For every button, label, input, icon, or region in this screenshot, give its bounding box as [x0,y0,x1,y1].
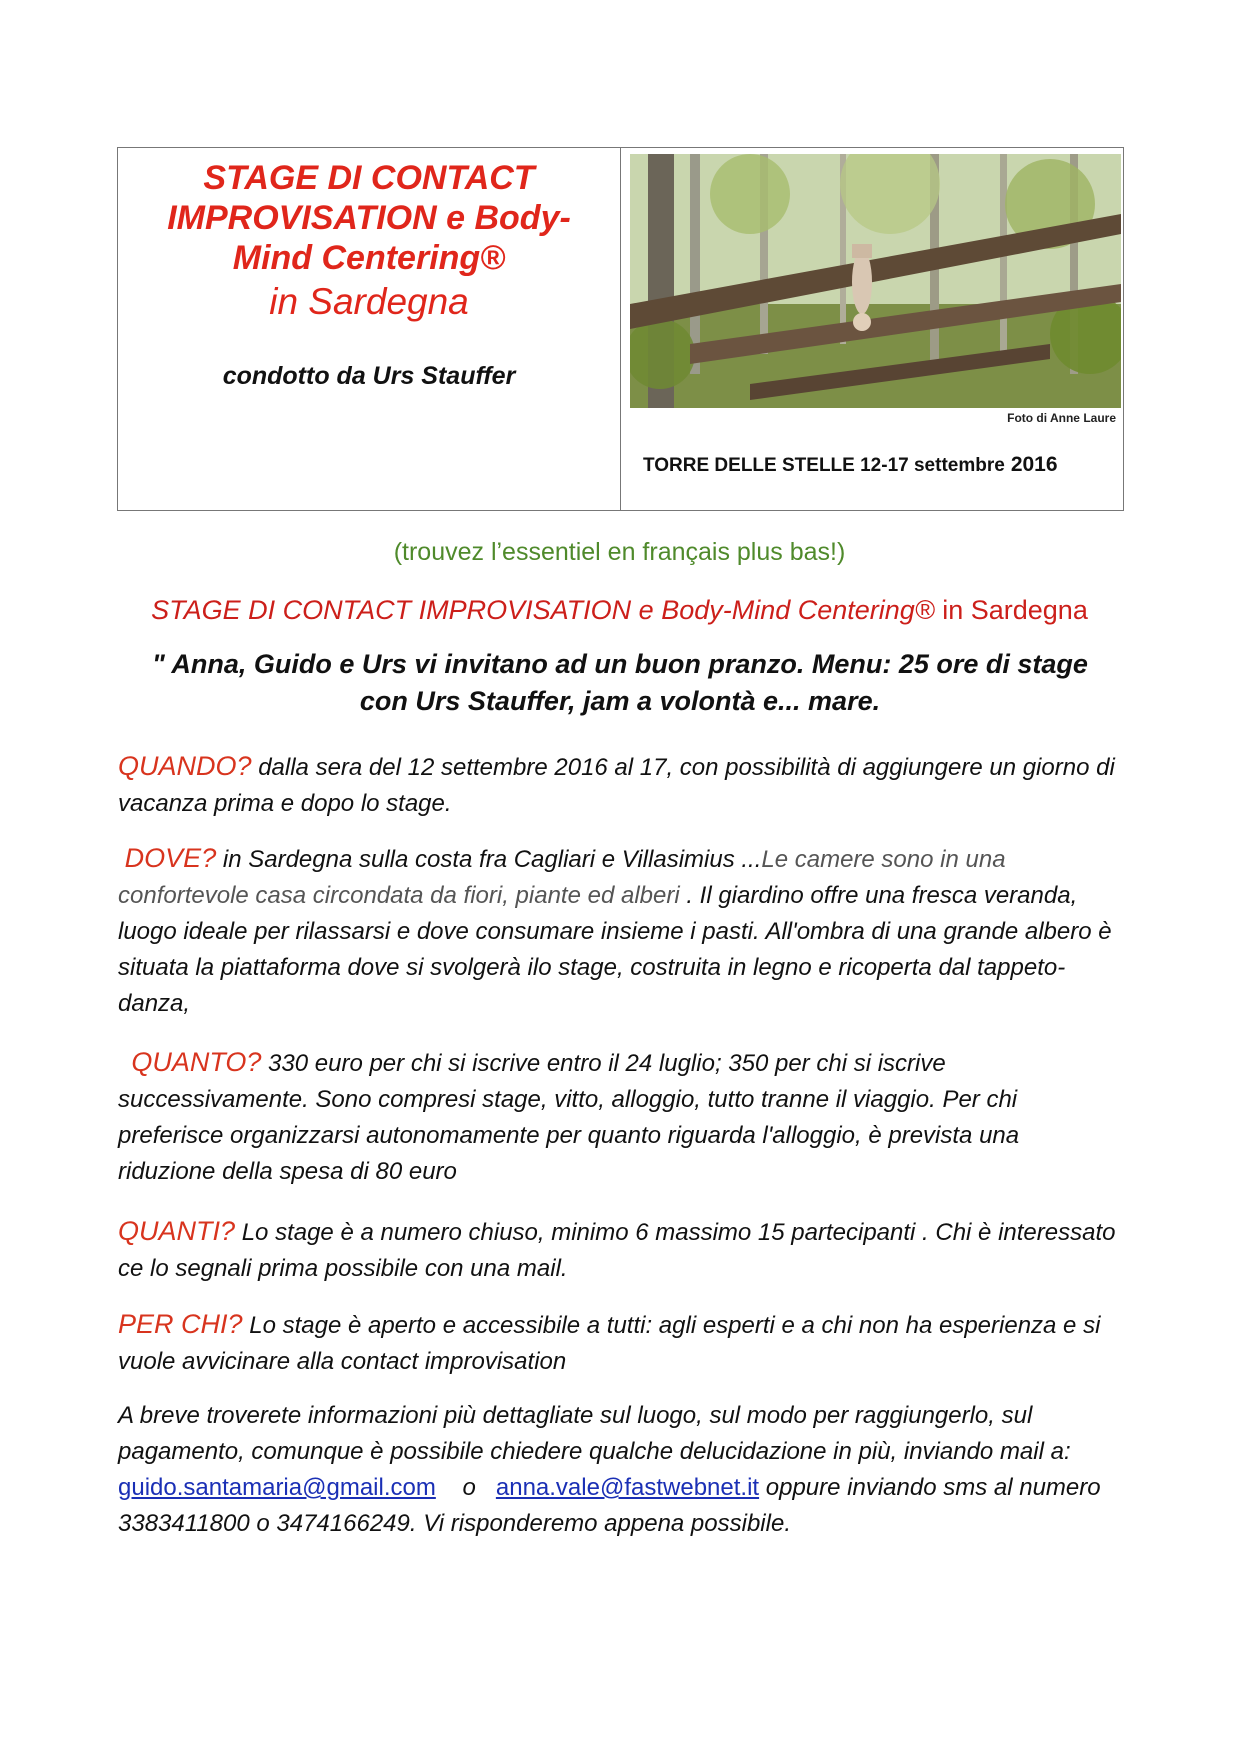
section-label: QUANDO? [118,751,252,781]
email-link-guido[interactable]: guido.santamaria@gmail.com [118,1474,436,1501]
section-label: PER CHI? [118,1309,243,1339]
header-box [117,147,1124,511]
invitation-text: " Anna, Guido e Urs vi invitano ad un buon pranzo. Menu: 25 ore di stage con Urs Stauffer, jam a volontà e... mare. [152,649,1088,716]
page-subtitle: in Sardegna [269,281,469,322]
section-text: 330 euro per chi si iscrive entro il 24 luglio; 350 per chi si iscrive successivamente. Sono compresi stage, vitto, alloggio, tutto tranne il viaggio. Per chi preferisce organizzarsi autonomamente per quanto riguarda l'alloggio, è prevista una riduzione della spesa di 80 euro [118,1050,1020,1185]
french-note: (trouvez l’essentiel en français plus bas!) [393,538,846,566]
contact-text: A breve troverete informazioni più dettagliate sul luogo, sul modo per raggiungerlo, sul pagamento, comunque è possibile chiedere qualche delucidazione in più, inviando mail a: [118,1402,1071,1465]
section-quando [118,748,1118,822]
email-separator: o [435,1474,496,1501]
led-by: condotto da Urs Stauffer [222,362,516,390]
forest-photo-drawing [630,154,1121,408]
section-quanto [118,1044,1118,1190]
title-line [0,595,1239,626]
title-line-plain: in Sardegna [934,595,1088,625]
section-label: QUANTI? [118,1216,236,1246]
section-contact [118,1398,1118,1542]
event-info [643,453,1058,477]
event-year: 2016 [1010,453,1058,476]
section-label: QUANTO? [131,1047,262,1077]
photo-credit: Foto di Anne Laure [1007,411,1116,425]
section-label: DOVE? [124,843,217,873]
header-right [621,148,1123,510]
section-text: Lo stage è a numero chiuso, minimo 6 massimo 15 partecipanti . Chi è interessato ce lo segnali prima possibile con una mail. [118,1219,1116,1282]
section-text: in Sardegna sulla costa fra Cagliari e Villasimius ... [216,846,762,873]
section-text: . Il giardino offre una fresca veranda, luogo ideale per rilassarsi e dove consumare insieme i pasti. All'ombra di una grande albero è situata la piattaforma dove si svolgerà ilo stage, costruita in legno e ricoperta dal tappeto-danza, [118,882,1112,1017]
contact-text-end: oppure inviando sms al numero 3383411800 o 3474166249. Vi risponderemo appena possibile. [118,1474,1101,1537]
forest-photo [630,154,1121,408]
title-line-italic: STAGE DI CONTACT IMPROVISATION e Body-Mind Centering® [151,595,935,625]
section-text-grey: Le camere sono in una confortevole casa circondata da fiori, piante ed alberi [118,846,1006,909]
page-title: STAGE DI CONTACT IMPROVISATION e Body-Mind Centering® [167,159,571,277]
header-left [118,148,621,510]
section-dove [118,840,1118,1022]
section-text: dalla sera del 12 settembre 2016 al 17, con possibilità di aggiungere un giorno di vacanza prima e dopo lo stage. [118,754,1115,817]
event-location-date: TORRE DELLE STELLE 12-17 settembre [643,455,1005,476]
email-link-anna[interactable]: anna.vale@fastwebnet.it [495,1474,760,1501]
section-per-chi [118,1306,1118,1380]
section-quanti [118,1213,1118,1287]
section-text: Lo stage è aperto e accessibile a tutti: agli esperti e a chi non ha esperienza e si vuole avvicinare alla contact improvisation [118,1312,1101,1375]
